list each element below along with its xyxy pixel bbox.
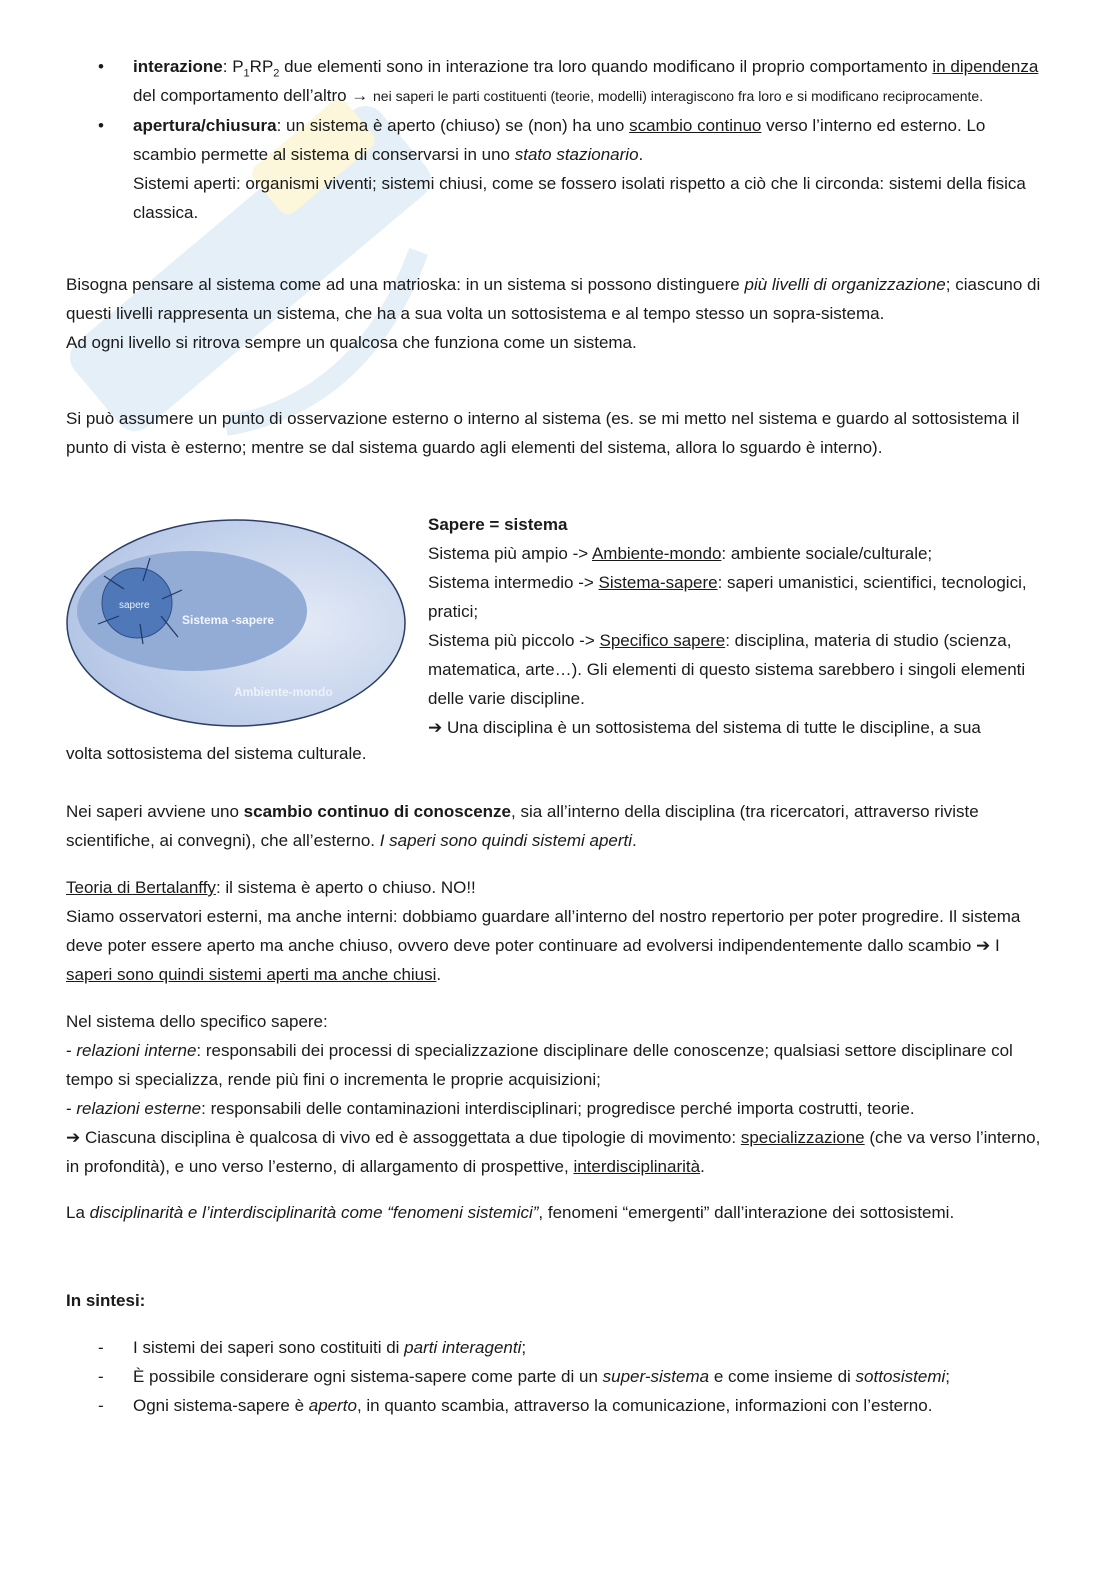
text-run: Sistema intermedio -> (428, 573, 599, 592)
text-run: Si può assumere un punto di osservazione esterno o interno al sistema (es. se mi metto nel sistema e guardo al sottosistema il punto di vista è esterno; mentre se dal sistema guardo agli elementi del sistema, allora lo sguardo è interno). (66, 409, 1020, 457)
text-run: : disciplina, materia di studio (scienza, matematica, arte…). Gli elementi di questo sistema sarebbero i singoli elementi delle varie discipline. (428, 631, 1026, 708)
text-run: in dipendenza (932, 57, 1039, 76)
text-run: Sistemi aperti: organismi viventi; sistemi chiusi, come se fossero isolati rispetto a ciò che li circonda: sistemi della fisica classica. (133, 174, 1026, 222)
text-run: Teoria di Bertalanffy (66, 878, 216, 897)
text-run: Sapere = sistema (428, 515, 568, 534)
label-sistema-sapere: Sistema -sapere (182, 613, 275, 627)
text-run: parti interagenti (404, 1338, 522, 1357)
bullet-list-sintesi (66, 1333, 1041, 1420)
text-run: , fenomeni “emergenti” dall’interazione dei sottosistemi. (538, 1203, 955, 1222)
text-run: scambio continuo di conoscenze (243, 802, 511, 821)
text-run: (che va verso l’interno, in profondità), e uno verso l’esterno, di allargamento di prospettive, (66, 1128, 1041, 1176)
text-run: e come insieme di (709, 1367, 856, 1386)
text-run: Ambiente-mondo (591, 544, 722, 563)
text-run: super-sistema (602, 1367, 710, 1386)
label-sapere: sapere (119, 600, 150, 611)
text-run: più livelli di organizzazione (744, 275, 946, 294)
text-run: : il sistema è aperto o chiuso. NO!! (215, 878, 476, 897)
bullet-marker: - (98, 1338, 104, 1357)
list-item-text (133, 1367, 950, 1386)
systems-diagram (64, 516, 408, 730)
text-run: - (66, 1041, 77, 1060)
text-run: Ad ogni livello si ritrova sempre un qualcosa che funziona come un sistema. (66, 333, 637, 352)
list-item (66, 1333, 1041, 1362)
list-item (66, 52, 1041, 111)
paragraph-observation (66, 404, 1041, 462)
text-run: I sistemi dei saperi sono costituiti di (133, 1338, 405, 1357)
text-run: verso l’interno ed esterno. Lo scambio permette al sistema di conservarsi in uno (133, 116, 986, 164)
paragraph-specifico-sapere (66, 1007, 1041, 1181)
list-item-text (133, 116, 1026, 222)
text-run: . (638, 145, 644, 164)
text-run: Sistema più ampio -> (428, 544, 592, 563)
text-run: Sistema più piccolo -> (428, 631, 600, 650)
text-run: . (632, 831, 637, 850)
text-run: Sistema-sapere (598, 573, 718, 592)
text-run: : un sistema è aperto (chiuso) se (non) ha uno (276, 116, 630, 135)
text-run: RP (249, 57, 274, 76)
text-run: : saperi umanistici, scientifici, tecnologici, pratici; (428, 573, 1027, 621)
text-run: 2 (273, 67, 280, 80)
text-run: disciplinarità e l’interdisciplinarità come “fenomeni sistemici” (89, 1203, 539, 1222)
text-run: aperto (308, 1396, 357, 1415)
bullet-marker: • (98, 116, 104, 135)
text-run: Nel sistema dello specifico sapere: (66, 1012, 328, 1031)
text-run: relazioni interne (76, 1041, 197, 1060)
text-run: due elementi sono in interazione tra loro quando modificano il proprio comportamento (279, 57, 933, 76)
text-run: stato stazionario (514, 145, 639, 164)
text-run: , sia all’interno della disciplina (tra ricercatori, attraverso riviste scientifiche, ai convegni), che all’esterno. (66, 802, 979, 850)
bullet-marker: - (98, 1367, 104, 1386)
bullet-marker: • (98, 57, 104, 76)
text-run: I saperi sono quindi sistemi aperti (379, 831, 633, 850)
text-run: sottosistemi (855, 1367, 946, 1386)
text-run: La (66, 1203, 90, 1222)
text-run: 1 (243, 67, 250, 80)
text-run: - (66, 1099, 77, 1118)
sapere-sistema-block (428, 510, 1043, 742)
paragraph-bertalanffy (66, 873, 1041, 989)
list-item-text (133, 1338, 526, 1357)
sapere-block-tail (66, 739, 1041, 768)
list-item (66, 1362, 1041, 1391)
text-run: , in quanto scambia, attraverso la comunicazione, informazioni con l’esterno. (356, 1396, 933, 1415)
text-run: . (700, 1157, 705, 1176)
text-run: Siamo osservatori esterni, ma anche interni: dobbiamo guardare all’interno del nostro repertorio per poter progredire. Il sistema deve poter essere aperto ma anche chiuso, ovvero deve poter continuare ad evolversi indipendentemente dallo scambio ➔ I (66, 907, 1021, 955)
text-run: Specifico sapere (599, 631, 726, 650)
list-item (66, 111, 1041, 227)
text-run: ➔ Una disciplina è un sottosistema del sistema di tutte le discipline, a sua (428, 718, 981, 737)
text-run: Bisogna pensare al sistema come ad una matrioska: in un sistema si possono distinguere (66, 275, 745, 294)
paragraph-fenomeni (66, 1198, 1041, 1227)
text-run: nei saperi le parti costituenti (teorie, modelli) interagiscono fra loro e si modificano reciprocamente. (373, 88, 984, 104)
text-run: interdisciplinarità (573, 1157, 701, 1176)
text-run: saperi sono quindi sistemi aperti ma anche chiusi (66, 965, 437, 984)
text-run: apertura/chiusura (133, 116, 277, 135)
text-run: ➔ Ciascuna disciplina è qualcosa di vivo ed è assoggettata a due tipologie di movimento: (66, 1128, 741, 1147)
text-run: volta sottosistema del sistema culturale. (66, 744, 367, 763)
text-run: È possibile considerare ogni sistema-sapere come parte di un (133, 1367, 603, 1386)
paragraph-scambio (66, 797, 1041, 855)
text-run: : responsabili dei processi di specializzazione disciplinare delle conoscenze; qualsiasi settore disciplinare col tempo si specializza, rende più fini o incrementa le proprie acquisizioni; (66, 1041, 1013, 1089)
text-run: ; (521, 1338, 527, 1357)
bullet-list-properties (66, 52, 1041, 227)
text-run: relazioni esterne (76, 1099, 202, 1118)
text-run: interazione (133, 57, 223, 76)
text-run: ; ciascuno di questi livelli rappresenta un sistema, che ha a sua volta un sottosistema e al tempo stesso un sopra-sistema. (66, 275, 1041, 323)
text-run: ; (945, 1367, 951, 1386)
text-run: Nei saperi avviene uno (66, 802, 244, 821)
text-run: del comportamento dell’altro → (133, 86, 374, 105)
text-run: scambio continuo (629, 116, 762, 135)
list-item (66, 1391, 1041, 1420)
list-item-text (133, 1396, 932, 1415)
text-run: . (436, 965, 442, 984)
text-run: Ogni sistema-sapere è (133, 1396, 309, 1415)
text-run: : ambiente sociale/culturale; (721, 544, 933, 563)
list-item-text (133, 57, 1038, 105)
paragraph-matrioska (66, 270, 1041, 357)
bullet-marker: - (98, 1396, 104, 1415)
text-run: : P (222, 57, 244, 76)
heading-in-sintesi: In sintesi: (66, 1291, 146, 1310)
label-ambiente-mondo: Ambiente-mondo (234, 685, 333, 699)
text-run: : responsabili delle contaminazioni interdisciplinari; progredisce perché importa costrutti, teorie. (201, 1099, 915, 1118)
text-run: specializzazione (740, 1128, 865, 1147)
